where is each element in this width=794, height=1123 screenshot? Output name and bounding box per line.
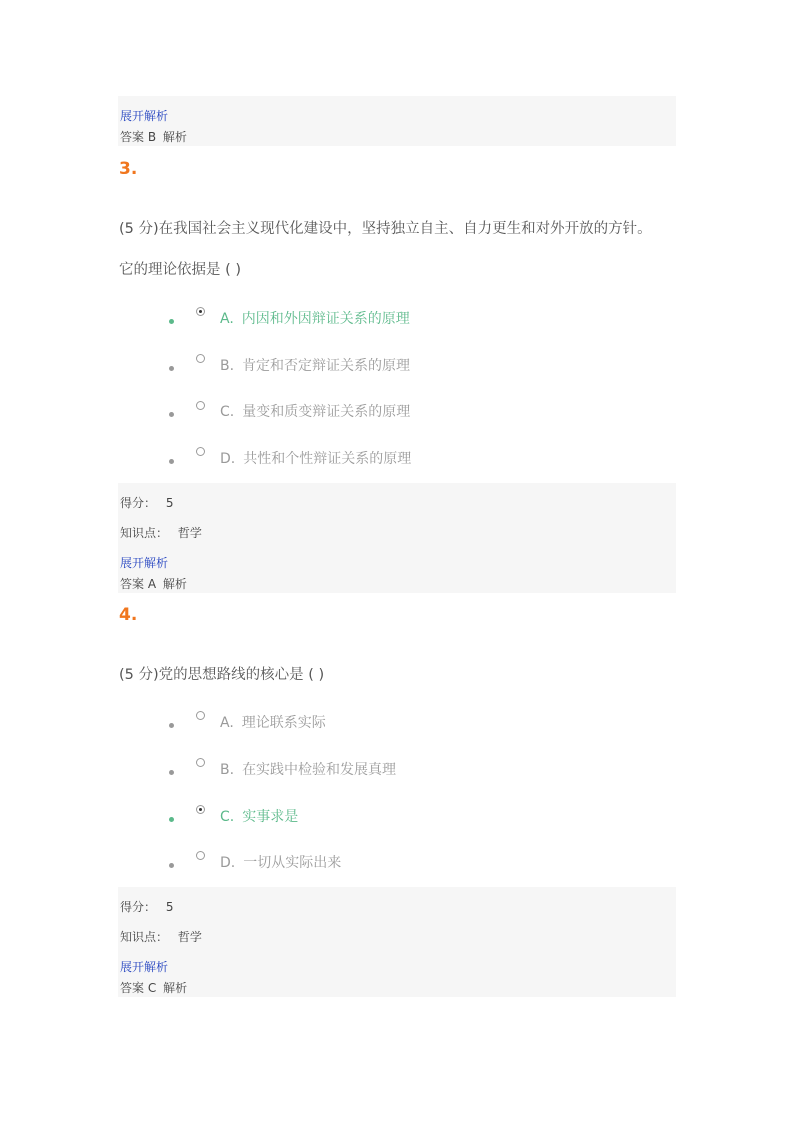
radio-button[interactable] xyxy=(196,447,205,456)
option-letter: A. xyxy=(220,311,234,327)
option-letter: D. xyxy=(220,451,236,467)
score-label: 得分： xyxy=(120,496,157,510)
radio-button-selected[interactable] xyxy=(196,307,205,316)
option-text: 理论联系实际 xyxy=(241,715,326,731)
option-d[interactable] xyxy=(220,854,341,872)
option-letter: B. xyxy=(220,762,235,778)
radio-button[interactable] xyxy=(196,401,205,410)
list-bullet xyxy=(169,723,174,728)
option-letter: D. xyxy=(220,855,236,871)
knowledge-line xyxy=(120,930,202,944)
option-letter: B. xyxy=(220,358,235,374)
answer-value: B xyxy=(147,130,157,144)
list-bullet xyxy=(169,817,174,822)
option-a[interactable] xyxy=(220,310,410,328)
question-number: 4. xyxy=(119,605,138,625)
answer-line xyxy=(120,981,187,995)
result-panel-q3 xyxy=(118,483,676,593)
knowledge-line xyxy=(120,526,202,540)
knowledge-value: 哲学 xyxy=(177,526,202,540)
list-bullet xyxy=(169,770,174,775)
option-text: 量变和质变辩证关系的原理 xyxy=(242,404,411,420)
option-d[interactable] xyxy=(220,450,411,468)
score-line xyxy=(120,496,173,510)
knowledge-label: 知识点： xyxy=(120,526,169,540)
option-c[interactable] xyxy=(220,808,298,826)
answer-line xyxy=(120,577,187,591)
option-letter: C. xyxy=(220,809,235,825)
score-value: 5 xyxy=(165,900,174,914)
option-text: 在实践中检验和发展真理 xyxy=(242,762,397,778)
result-panel-q4 xyxy=(118,887,676,997)
option-b[interactable] xyxy=(220,357,410,375)
list-bullet xyxy=(169,459,174,464)
expand-analysis-link[interactable]: 展开解析 xyxy=(120,960,169,974)
radio-button[interactable] xyxy=(196,354,205,363)
answer-value: C xyxy=(147,981,157,995)
option-text: 实事求是 xyxy=(242,809,299,825)
score-label: 得分： xyxy=(120,900,157,914)
answer-value: A xyxy=(147,577,157,591)
radio-button[interactable] xyxy=(196,851,205,860)
option-text: 内因和外因辩证关系的原理 xyxy=(241,311,410,327)
answer-label: 答案 xyxy=(120,981,145,995)
question-stem: (5 分)党的思想路线的核心是 ( ) xyxy=(119,667,325,683)
option-text: 一切从实际出来 xyxy=(243,855,342,871)
question-number: 3. xyxy=(119,159,138,179)
option-letter: A. xyxy=(220,715,234,731)
option-text: 共性和个性辩证关系的原理 xyxy=(243,451,412,467)
option-c[interactable] xyxy=(220,403,410,421)
analysis-label: 解析 xyxy=(162,130,187,144)
expand-analysis-link[interactable]: 展开解析 xyxy=(120,109,169,123)
question-stem: (5 分)在我国社会主义现代化建设中，坚持独立自主、自力更生和对外开放的方针。 xyxy=(119,221,652,237)
answer-label: 答案 xyxy=(120,130,145,144)
radio-button[interactable] xyxy=(196,711,205,720)
list-bullet xyxy=(169,412,174,417)
knowledge-label: 知识点： xyxy=(120,930,169,944)
option-text: 肯定和否定辩证关系的原理 xyxy=(242,358,411,374)
expand-analysis-link[interactable]: 展开解析 xyxy=(120,556,169,570)
radio-button[interactable] xyxy=(196,758,205,767)
list-bullet xyxy=(169,366,174,371)
score-line xyxy=(120,900,173,914)
option-b[interactable] xyxy=(220,761,396,779)
answer-label: 答案 xyxy=(120,577,145,591)
score-value: 5 xyxy=(165,496,174,510)
analysis-label: 解析 xyxy=(162,577,187,591)
option-a[interactable] xyxy=(220,714,326,732)
radio-button-selected[interactable] xyxy=(196,805,205,814)
question-stem-continued: 它的理论依据是 ( ) xyxy=(119,262,242,278)
list-bullet xyxy=(169,863,174,868)
list-bullet xyxy=(169,319,174,324)
analysis-label: 解析 xyxy=(163,981,188,995)
option-letter: C. xyxy=(220,404,235,420)
answer-panel-q2 xyxy=(118,96,676,146)
knowledge-value: 哲学 xyxy=(177,930,202,944)
answer-line xyxy=(120,130,187,144)
